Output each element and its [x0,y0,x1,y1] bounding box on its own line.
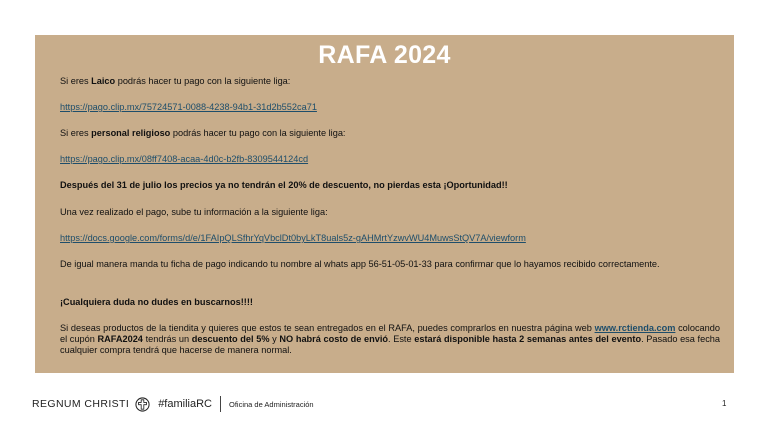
form-link-row [60,233,720,244]
text-fragment: Si eres [60,76,92,86]
text-fragment: Si deseas productos de la tiendita y quieres que estos te sean entregados en el RAFA, puedes comprarlos en nuestra página web [60,323,595,333]
religioso-payment-link[interactable]: https://pago.clip.mx/08ff7408-acaa-4d0c-b2fb-8309544124cd [60,154,309,164]
discount-text: descuento del 5% [191,334,270,344]
tiendita-paragraph [60,323,720,356]
text-fragment: colocando el cupón [60,323,720,344]
religioso-link-row [60,154,720,165]
text-fragment: tendrás un [142,334,192,344]
footer [32,396,314,412]
text-fragment: podrás hacer tu pago con la siguiente liga: [170,128,346,138]
text-fragment: Si eres [60,128,92,138]
laico-payment-link[interactable]: https://pago.clip.mx/75724571-0088-4238-94b1-31d2b552ca71 [60,102,317,112]
hashtag: #familiaRC [158,398,212,410]
slide-title: RAFA 2024 [318,41,451,69]
laico-label: Laico [91,76,116,86]
text-fragment: . Pasado esa fecha cualquier compra tendrá que hacerse de manera normal. [60,334,721,355]
availability-text: estará disponible hasta 2 semanas antes del evento [414,334,642,344]
coupon-code: RAFA2024 [97,334,143,344]
office-name: Oficina de Administración [228,399,314,409]
deadline-notice: Después del 31 de julio los precios ya no tendrán el 20% de descuento, no pierdas esta ¡Oportunidad!! [60,180,508,190]
laico-link-row [60,102,720,113]
cross-circle-icon [135,397,150,412]
page-number: 1 [722,399,727,408]
text-fragment: podrás hacer tu pago con la siguiente liga: [115,76,291,86]
text-fragment: . Este [388,334,415,344]
laico-paragraph [60,76,720,87]
religioso-label: personal religioso [91,128,171,138]
whatsapp-instructions: De igual manera manda tu ficha de pago indicando tu nombre al whats app 56-51-05-01-33 para confirmar que lo hayamos recibido correctamente. [60,259,660,269]
upload-instructions: Una vez realizado el pago, sube tu información a la siguiente liga: [60,207,328,217]
google-form-link[interactable]: https://docs.google.com/forms/d/e/1FAIpQLSfhrYqVbclDt0byLkT8uals5z-gAHMrtYzwvWU4MuwsStQV7A/viewform [60,233,526,243]
shipping-text: NO habrá costo de envió [279,334,388,344]
slide-panel [35,35,734,373]
brand-name: REGNUM CHRISTI [32,398,130,410]
text-fragment: y [269,334,280,344]
footer-divider [220,396,221,412]
religioso-paragraph [60,128,720,139]
tienda-link[interactable]: www.rctienda.com [594,323,676,333]
contact-notice: ¡Cualquiera duda no dudes en buscarnos!!!! [60,297,253,307]
